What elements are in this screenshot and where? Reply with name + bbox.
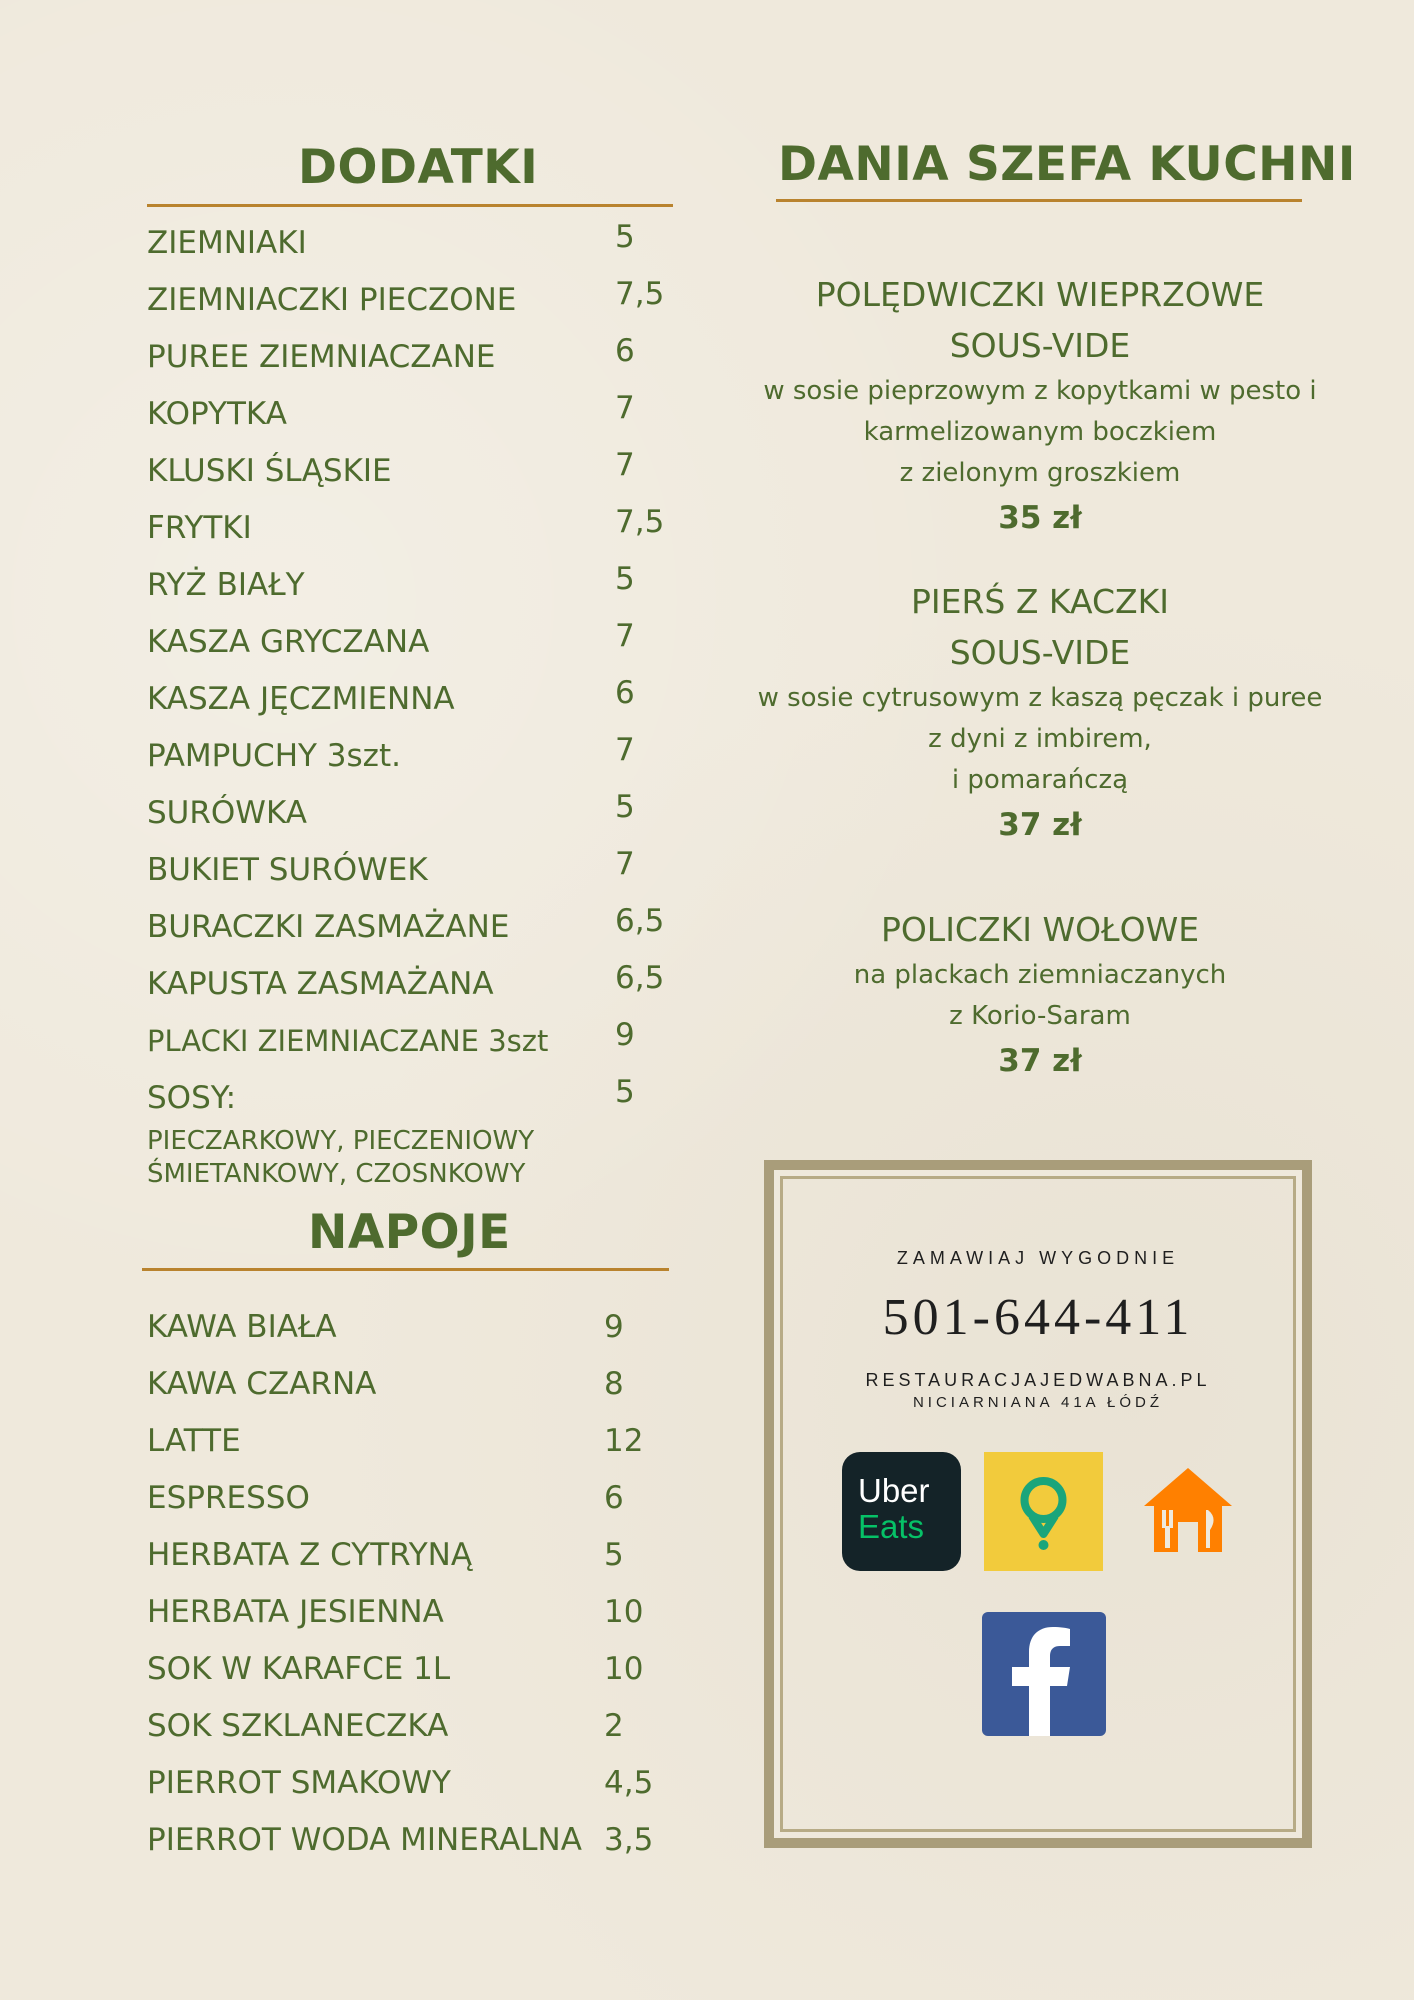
uber-eats-logo[interactable]: [842, 1452, 961, 1571]
sauce-types-line: ŚMIETANKOWY, CZOSNKOWY: [147, 1159, 526, 1189]
list-item: [147, 272, 687, 329]
item-price: 7,5: [615, 504, 665, 540]
uber-eats-logo-text: Uber: [858, 1472, 930, 1509]
dish-description: karmelizowanym boczkiem: [863, 417, 1217, 447]
facebook-logo[interactable]: [982, 1612, 1106, 1736]
item-name: SOK W KARAFCE 1L: [147, 1651, 451, 1687]
list-item: [147, 1470, 687, 1527]
item-name: HERBATA Z CYTRYNĄ: [147, 1537, 473, 1573]
item-price: 6: [615, 333, 635, 369]
item-price: 10: [604, 1594, 644, 1630]
uber-eats-logo-text: Eats: [858, 1508, 925, 1545]
chef-dishes-heading: DANIA SZEFA KUCHNI: [778, 137, 1356, 192]
sides-heading-rule: [147, 204, 673, 207]
list-item: [147, 671, 687, 728]
item-price: 9: [604, 1309, 624, 1345]
order-info-box: [764, 1160, 1312, 1848]
item-price: 5: [604, 1537, 624, 1573]
list-item: [147, 443, 687, 500]
dish-description: w sosie pieprzowym z kopytkami w pesto i: [763, 376, 1317, 406]
list-item: [147, 1070, 687, 1127]
item-name: PIERROT SMAKOWY: [147, 1765, 451, 1801]
item-name: PIERROT WODA MINERALNA: [147, 1822, 582, 1858]
item-price: 7,5: [615, 276, 665, 312]
chef-dishes-heading-rule: [776, 199, 1302, 202]
item-name: PUREE ZIEMNIACZANE: [147, 339, 496, 375]
item-name: ZIEMNIACZKI PIECZONE: [147, 282, 517, 318]
dish-title: POLICZKI WOŁOWE: [880, 910, 1200, 949]
drinks-heading: NAPOJE: [308, 1205, 511, 1260]
dish-description: i pomarańczą: [951, 765, 1129, 795]
list-item: [147, 1698, 687, 1755]
list-item: [147, 1356, 687, 1413]
address: NICIARNIANA 41A ŁÓDŹ: [912, 1394, 1164, 1411]
list-item: [147, 500, 687, 557]
item-price: 6,5: [615, 903, 665, 939]
list-item: [147, 785, 687, 842]
item-name: KAPUSTA ZASMAŻANA: [147, 966, 494, 1002]
item-price: 5: [615, 789, 635, 825]
phone-number[interactable]: 501-644-411: [882, 1289, 1194, 1346]
sauce-types: [147, 1125, 687, 1191]
dish-price: 37 zł: [998, 807, 1082, 843]
item-price: 5: [615, 1074, 635, 1110]
list-item: [147, 956, 687, 1013]
list-item: [147, 329, 687, 386]
list-item: [147, 1755, 687, 1812]
list-item: [147, 1013, 687, 1070]
item-price: 7: [615, 447, 635, 483]
house-fork-knife-icon: [1136, 1460, 1240, 1564]
sides-heading: DODATKI: [298, 140, 539, 195]
dish-description: na plackach ziemniaczanych: [853, 960, 1227, 990]
list-item: [147, 386, 687, 443]
list-item: [147, 1812, 687, 1869]
item-price: 8: [604, 1366, 624, 1402]
list-item: [147, 728, 687, 785]
item-name: SOK SZKLANECZKA: [147, 1708, 449, 1744]
item-price: 12: [604, 1423, 644, 1459]
dish-description: z zielonym groszkiem: [899, 458, 1181, 488]
item-name: KAWA BIAŁA: [147, 1309, 337, 1345]
item-name: ESPRESSO: [147, 1480, 310, 1516]
list-item: [147, 557, 687, 614]
chef-dish: [720, 269, 1360, 542]
item-name: BURACZKI ZASMAŻANE: [147, 909, 510, 945]
dish-description: w sosie cytrusowym z kaszą pęczak i puree: [757, 683, 1323, 713]
list-item: [147, 1641, 687, 1698]
dish-title: PIERŚ Z KACZKI: [910, 582, 1170, 621]
chef-dish: [720, 904, 1360, 1085]
item-price: 6,5: [615, 960, 665, 996]
item-price: 5: [615, 219, 635, 255]
location-pin-icon: [984, 1452, 1103, 1571]
drinks-heading-rule: [142, 1268, 669, 1271]
item-name: FRYTKI: [147, 510, 252, 546]
item-price: 6: [604, 1480, 624, 1516]
item-name: PAMPUCHY 3szt.: [147, 738, 401, 774]
item-name: LATTE: [147, 1423, 241, 1459]
item-price: 9: [615, 1017, 635, 1053]
drinks-list: [147, 1299, 687, 1869]
dish-price: 37 zł: [998, 1043, 1082, 1079]
item-name: SOSY:: [147, 1080, 237, 1116]
item-price: 7: [615, 846, 635, 882]
item-name: BUKIET SURÓWEK: [147, 852, 428, 888]
item-price: 7: [615, 618, 635, 654]
item-price: 6: [615, 675, 635, 711]
list-item: [147, 1299, 687, 1356]
item-price: 5: [615, 561, 635, 597]
list-item: [147, 614, 687, 671]
item-name: HERBATA JESIENNA: [147, 1594, 444, 1630]
item-price: 10: [604, 1651, 644, 1687]
list-item: [147, 1584, 687, 1641]
sauce-types-line: PIECZARKOWY, PIECZENIOWY: [147, 1126, 535, 1156]
list-item: [147, 1413, 687, 1470]
glovo-logo[interactable]: [984, 1452, 1103, 1571]
list-item: [147, 899, 687, 956]
dish-title: SOUS-VIDE: [949, 633, 1131, 672]
dish-description: z Korio-Saram: [949, 1001, 1131, 1031]
item-price: 2: [604, 1708, 624, 1744]
dish-title: POLĘDWICZKI WIEPRZOWE: [815, 275, 1265, 314]
facebook-icon: [982, 1612, 1106, 1736]
takeaway-logo[interactable]: [1136, 1460, 1240, 1564]
dish-price: 35 zł: [998, 500, 1082, 536]
item-name: RYŻ BIAŁY: [147, 567, 305, 603]
item-name: KAWA CZARNA: [147, 1366, 377, 1402]
list-item: [147, 215, 687, 272]
dish-description: z dyni z imbirem,: [928, 724, 1152, 754]
sides-list: [147, 215, 687, 1191]
item-price: 7: [615, 732, 635, 768]
item-name: KLUSKI ŚLĄSKIE: [147, 453, 392, 489]
item-name: PLACKI ZIEMNIACZANE 3szt: [147, 1024, 549, 1058]
chef-dish: [720, 576, 1360, 849]
item-price: 4,5: [604, 1765, 654, 1801]
item-name: ZIEMNIAKI: [147, 225, 307, 261]
list-item: [147, 1527, 687, 1584]
list-item: [147, 842, 687, 899]
dish-title: SOUS-VIDE: [949, 326, 1131, 365]
website-link[interactable]: RESTAURACJAJEDWABNA.PL: [865, 1370, 1211, 1390]
item-price: 7: [615, 390, 635, 426]
item-price: 3,5: [604, 1822, 654, 1858]
item-name: SURÓWKA: [147, 795, 307, 831]
item-name: KOPYTKA: [147, 396, 287, 432]
item-name: KASZA JĘCZMIENNA: [147, 681, 455, 717]
order-label: ZAMAWIAJ WYGODNIE: [896, 1248, 1180, 1268]
item-name: KASZA GRYCZANA: [147, 624, 430, 660]
